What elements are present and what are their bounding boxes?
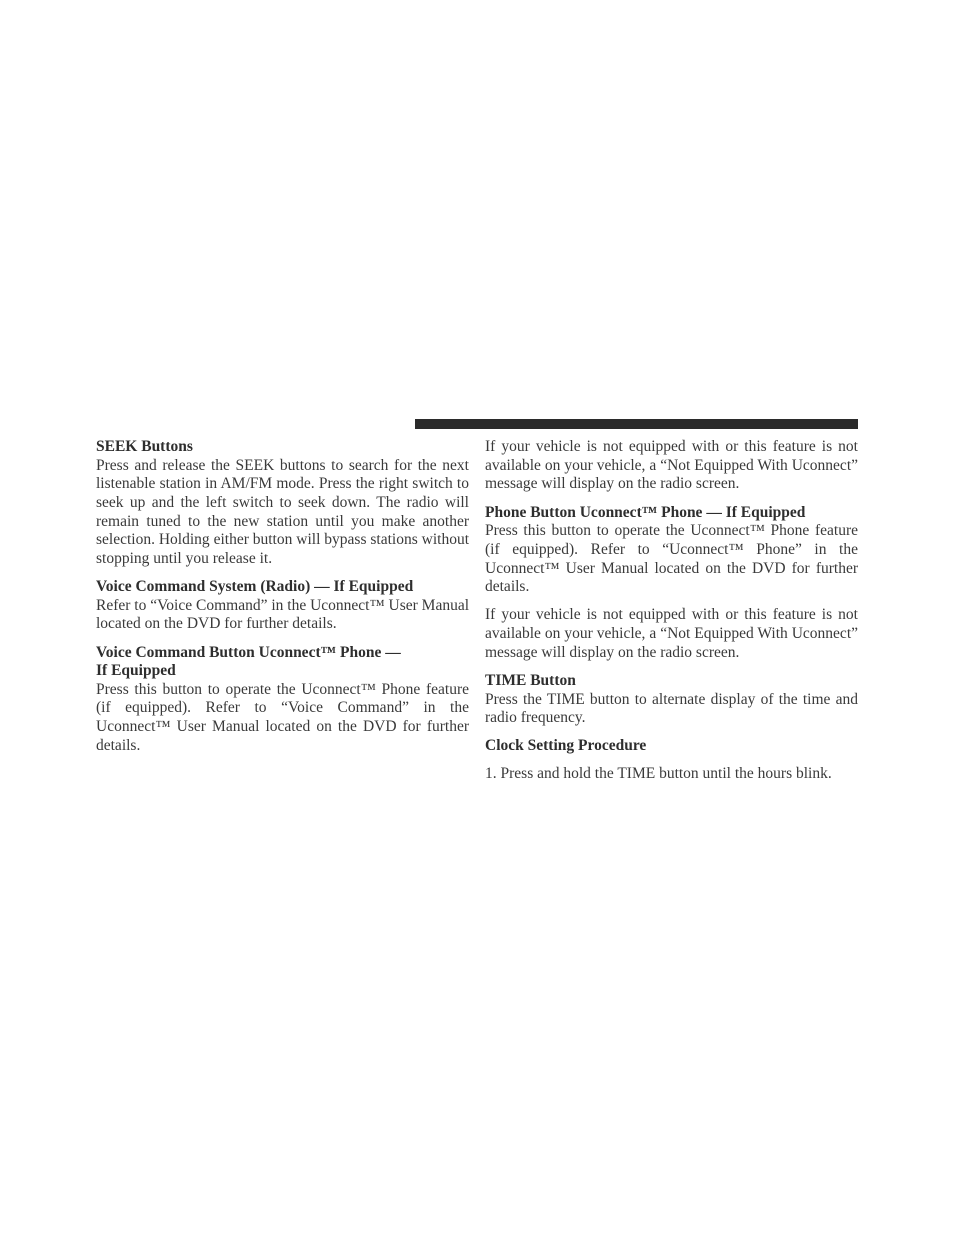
voice-command-system-section — [96, 578, 469, 634]
section-divider-bar — [415, 419, 858, 429]
not-equipped-note-1: If your vehicle is not equipped with or this feature is not available on your vehicle, a “Not Equipped With Uconnect” message will display on the radio screen. — [485, 438, 858, 493]
voice-command-button-body: Press this button to operate the Uconnect™ Phone feature (if equipped). Refer to “Voice Command” in the Uconnect™ User Manual located on the DVD for further details. — [96, 680, 469, 754]
clock-setting-step-1: 1. Press and hold the TIME button until the hours blink. — [485, 764, 832, 782]
left-column — [96, 438, 469, 765]
clock-setting-heading: Clock Setting Procedure — [485, 737, 647, 755]
voice-command-system-body: Refer to “Voice Command” in the Uconnect™ User Manual located on the DVD for further details. — [96, 596, 470, 633]
phone-button-section — [485, 504, 858, 597]
time-button-heading: TIME Button — [485, 672, 576, 690]
time-button-section — [485, 672, 858, 728]
seek-buttons-body: Press and release the SEEK buttons to search for the next listenable station in AM/FM mode. Press the right switch to seek up and the left switch to seek down. The radio will remain tuned to the new station until you make another selection. Holding either button will bypass stations without stopping until you release it. — [96, 456, 469, 568]
voice-command-button-heading — [96, 644, 469, 681]
not-equipped-note-2: If your vehicle is not equipped with or this feature is not available on your vehicle, a “Not Equipped With Uconnect” message will display on the radio screen. — [485, 606, 858, 661]
seek-buttons-section — [96, 438, 469, 569]
time-button-body: Press the TIME button to alternate display of the time and radio frequency. — [485, 690, 858, 727]
phone-button-body: Press this button to operate the Uconnect™ Phone feature (if equipped). Refer to “Uconnect™ Phone” in the Uconnect™ User Manual located on the DVD for further details. — [485, 522, 858, 596]
voice-command-button-section — [96, 644, 469, 756]
voice-command-system-heading: Voice Command System (Radio) — If Equipped — [96, 578, 414, 596]
voice-command-button-heading-line2: If Equipped — [96, 662, 176, 680]
clock-setting-section — [485, 737, 858, 783]
right-column — [485, 438, 858, 784]
phone-button-heading: Phone Button Uconnect™ Phone — If Equipped — [485, 503, 806, 521]
seek-buttons-heading: SEEK Buttons — [96, 438, 193, 455]
voice-command-button-heading-line1: Voice Command Button Uconnect™ Phone — — [96, 643, 401, 661]
